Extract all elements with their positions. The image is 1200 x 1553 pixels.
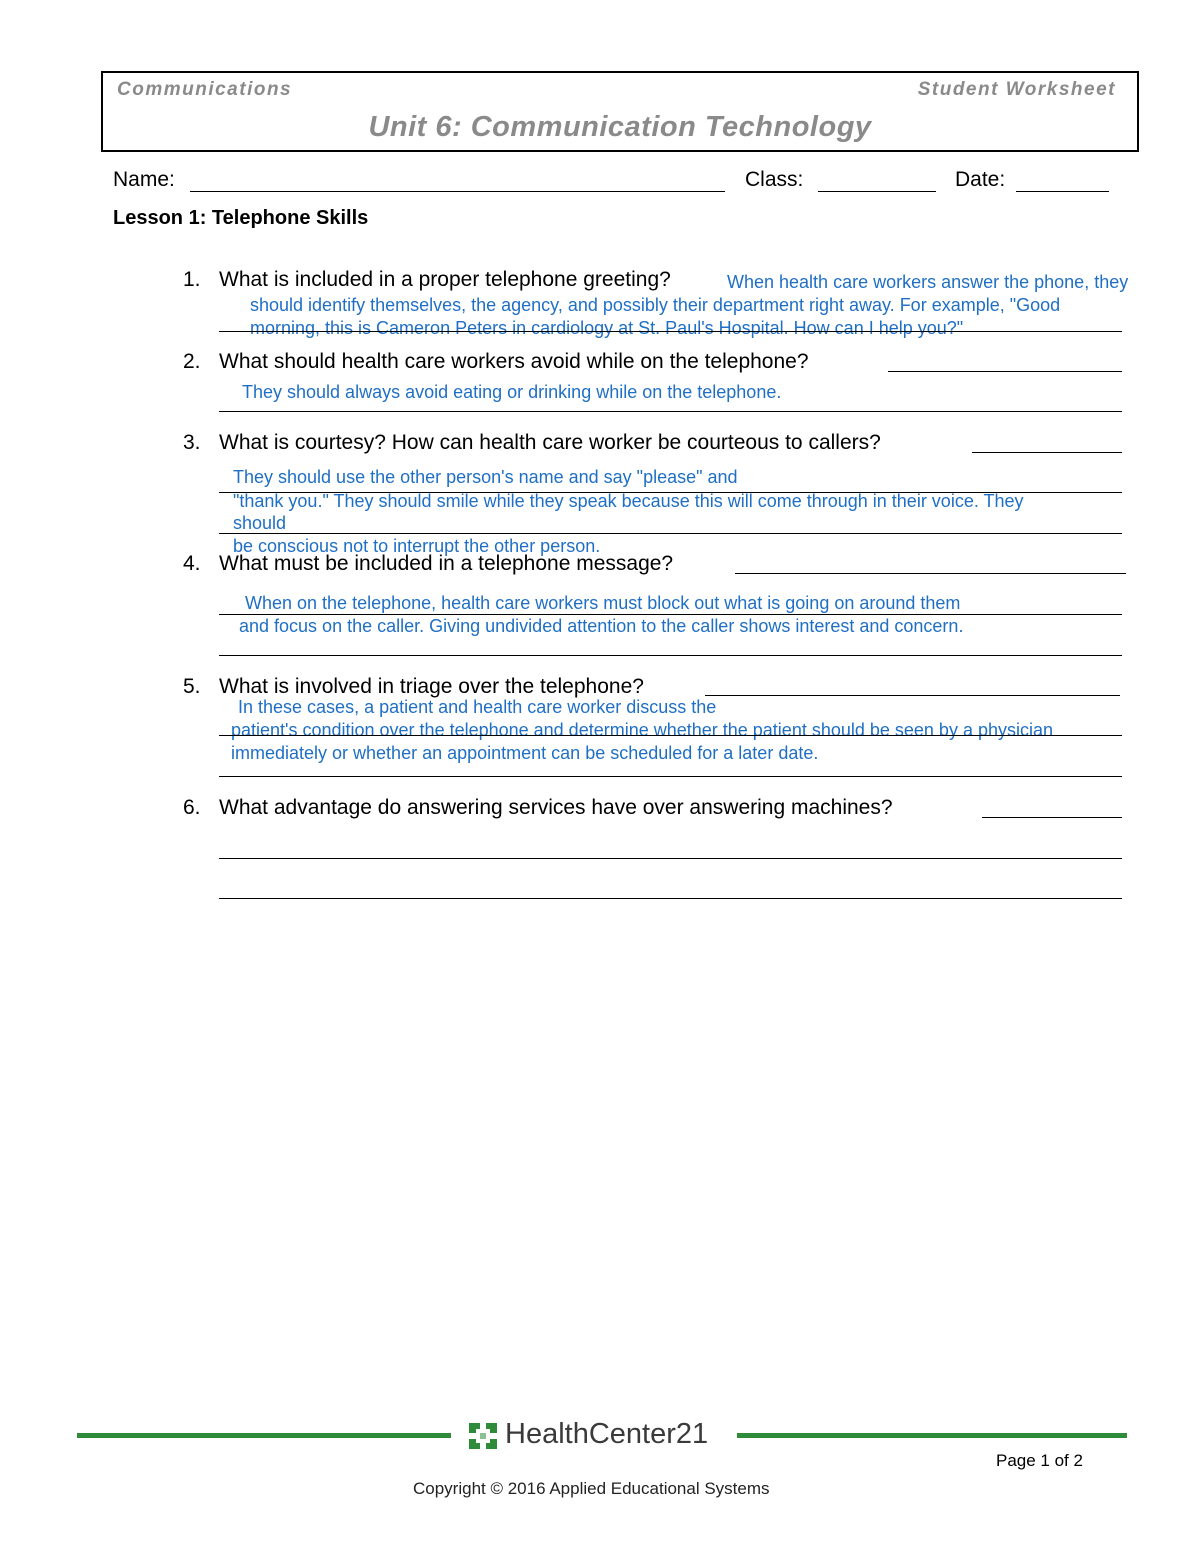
answer-line[interactable]: should identify themselves, the agency, and possibly their department right away. For example, "Good: [250, 295, 1061, 315]
answer-line[interactable]: In these cases, a patient and health care worker discuss the: [238, 697, 717, 717]
class-field[interactable]: [818, 191, 936, 192]
answer-line[interactable]: and focus on the caller. Giving undivided attention to the caller shows interest and concern.: [239, 616, 964, 636]
page-number: Page 1 of 2: [996, 1451, 1083, 1470]
header-doc-type: Student Worksheet: [917, 79, 1116, 100]
answer-underline: [888, 371, 1122, 372]
answer-line[interactable]: be conscious not to interrupt the other person.: [233, 536, 601, 556]
answer-line[interactable]: They should use the other person's name and say "please" and: [233, 467, 738, 487]
question-text: What must be included in a telephone message?: [219, 552, 674, 575]
header-subject: Communications: [117, 79, 293, 100]
question-number: 1.: [183, 268, 201, 291]
question-text: What should health care workers avoid while on the telephone?: [219, 350, 809, 373]
answer-line[interactable]: immediately or whether an appointment can be scheduled for a later date.: [231, 743, 819, 763]
question-text: What is included in a proper telephone greeting?: [219, 268, 671, 291]
answer-underline: [972, 452, 1122, 453]
answer-underline: [219, 655, 1122, 656]
answer-line[interactable]: When on the telephone, health care workers must block out what is going on around them: [245, 593, 961, 613]
answer-underline: [219, 331, 1122, 332]
question-text: What is courtesy? How can health care worker be courteous to callers?: [219, 431, 881, 454]
question-text: What is involved in triage over the telephone?: [219, 675, 644, 698]
question-text: What advantage do answering services have over answering machines?: [219, 796, 893, 819]
answer-underline: [219, 776, 1122, 777]
question-number: 6.: [183, 796, 201, 819]
healthcenter-logo-icon: [468, 1421, 498, 1451]
question-number: 3.: [183, 431, 201, 454]
answer-line[interactable]: When health care workers answer the phone, they: [727, 272, 1129, 292]
answer-underline: [705, 695, 1120, 696]
question-number: 2.: [183, 350, 201, 373]
answer-underline: [219, 614, 1122, 615]
name-field[interactable]: [190, 191, 725, 192]
answer-underline: [982, 817, 1122, 818]
copyright: Copyright © 2016 Applied Educational Systems: [413, 1479, 770, 1498]
answer-line[interactable]: "thank you." They should smile while they speak because this will come through in their voice. They: [233, 491, 1024, 511]
answer-line[interactable]: patient's condition over the telephone and determine whether the patient should be seen by a physician: [231, 720, 1053, 740]
class-label: Class:: [745, 168, 804, 191]
answer-line[interactable]: morning, this is Cameron Peters in cardiology at St. Paul's Hospital. How can I help you?": [250, 318, 964, 338]
footer-rule-left: [77, 1433, 451, 1438]
question-number: 5.: [183, 675, 201, 698]
lesson-heading: Lesson 1: Telephone Skills: [113, 207, 369, 229]
name-label: Name:: [113, 168, 175, 191]
date-field[interactable]: [1016, 191, 1109, 192]
date-label: Date:: [955, 168, 1006, 191]
answer-field[interactable]: [219, 898, 1122, 899]
answer-underline: [219, 735, 1122, 736]
page-title: Unit 6: Communication Technology: [368, 111, 872, 143]
answer-field[interactable]: [219, 858, 1122, 859]
answer-line[interactable]: should: [233, 513, 287, 533]
answer-underline: [735, 573, 1126, 574]
answer-line[interactable]: They should always avoid eating or drinking while on the telephone.: [242, 382, 782, 402]
answer-underline: [219, 411, 1122, 412]
question-number: 4.: [183, 552, 201, 575]
healthcenter-logo: HealthCenter21: [505, 1418, 709, 1450]
footer-rule-right: [737, 1433, 1127, 1438]
answer-underline: [219, 533, 1122, 534]
